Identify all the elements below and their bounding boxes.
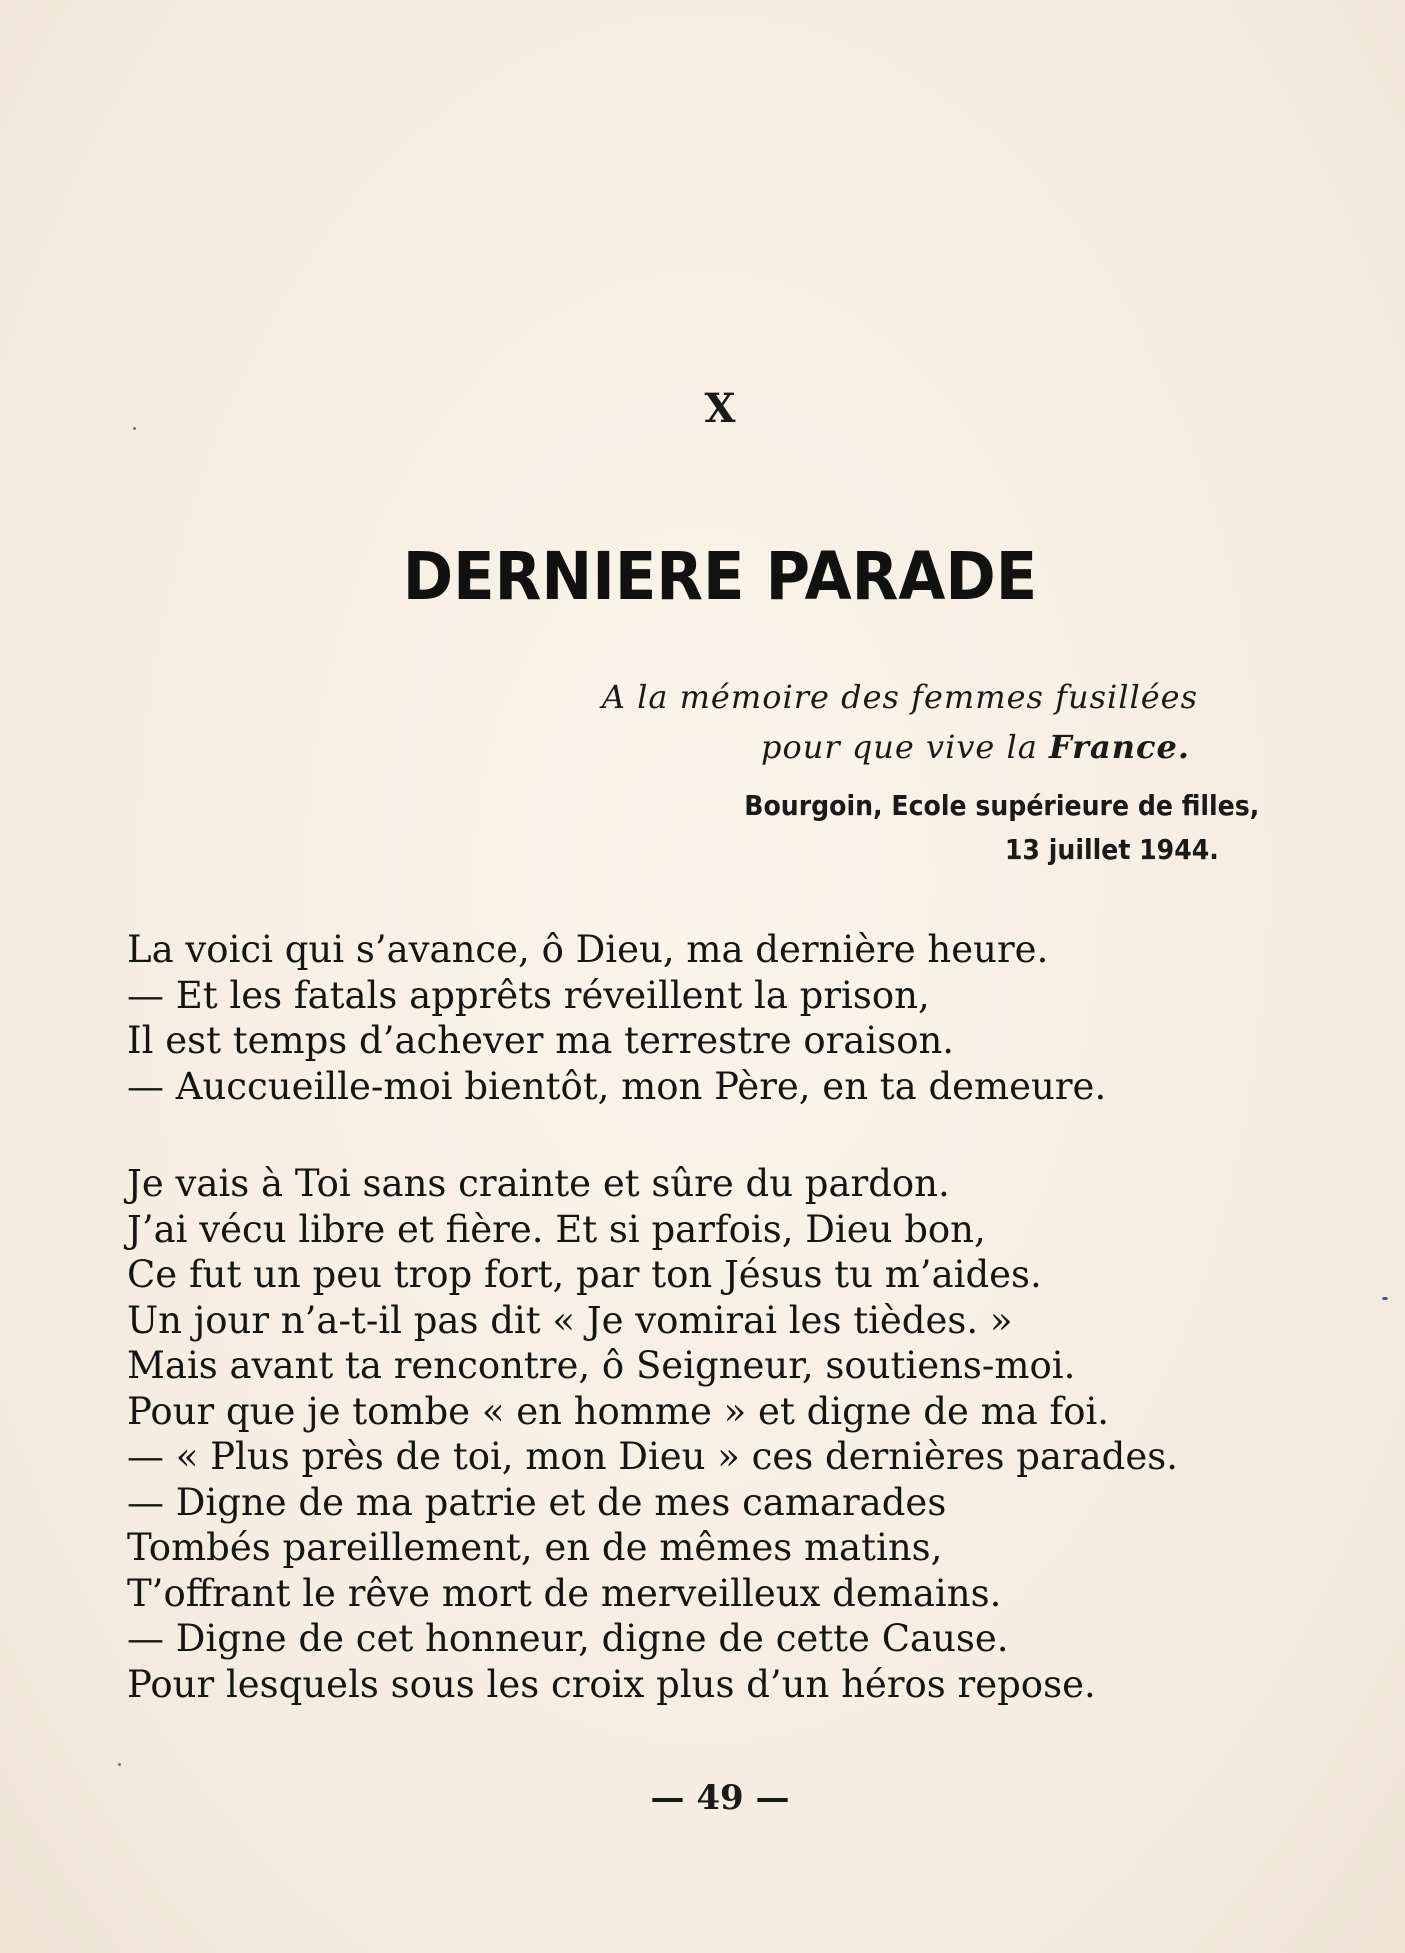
paper-speck: [1382, 1297, 1388, 1300]
verse-line: Ce fut un peu trop fort, par ton Jésus tu m’aides.: [127, 1253, 1042, 1296]
verse-line: La voici qui s’avance, ô Dieu, ma dernière heure.: [127, 928, 1049, 971]
dedication-line-2: [602, 722, 1198, 772]
chapter-number: X: [704, 385, 736, 432]
dedication-line-2-text: pour que vive la: [760, 728, 1049, 766]
verse-line: Pour lesquels sous les croix plus d’un héros repose.: [127, 1662, 1096, 1706]
paper-speck: [133, 427, 136, 430]
verse-line: — « Plus près de toi, mon Dieu » ces dernières parades.: [127, 1435, 1179, 1478]
stanza-1: [127, 927, 1327, 1109]
verse-line: Pour que je tombe « en homme » et digne de ma foi.: [127, 1389, 1110, 1433]
dedication-line-2-bold: France.: [1049, 728, 1190, 766]
poem-body: [127, 927, 1327, 1707]
dedication: [602, 672, 1198, 772]
poem-title: DERNIERE PARADE: [402, 538, 1038, 615]
place-date: 13 juillet 1944.: [1004, 833, 1219, 866]
dedication-line-1: A la mémoire des femmes fusillées: [601, 678, 1198, 716]
verse-line: Un jour n’a-t-il pas dit « Je vomirai les tièdes. »: [127, 1298, 1013, 1342]
stanza-2: [127, 1161, 1327, 1707]
place-location: Bourgoin, Ecole supérieure de filles,: [743, 789, 1259, 822]
verse-line: — Digne de ma patrie et de mes camarades: [127, 1480, 947, 1524]
verse-line: — Et les fatals apprêts réveillent la prison,: [127, 973, 930, 1017]
place-and-date: [744, 784, 1259, 872]
verse-line: Tombés pareillement, en de mêmes matins,: [127, 1526, 943, 1569]
verse-line: — Auccueille-moi bientôt, mon Père, en ta demeure.: [127, 1064, 1107, 1108]
verse-line: J’ai vécu libre et fière. Et si parfois, Dieu bon,: [127, 1207, 986, 1251]
page-number: — 49 —: [650, 1778, 790, 1818]
verse-line: Mais avant ta rencontre, ô Seigneur, soutiens-moi.: [127, 1344, 1076, 1387]
verse-line: T’offrant le rêve mort de merveilleux demains.: [127, 1571, 1002, 1615]
paper-speck: [118, 1763, 121, 1766]
verse-line: — Digne de cet honneur, digne de cette Cause.: [127, 1617, 1009, 1660]
verse-line: Il est temps d’achever ma terrestre oraison.: [127, 1019, 955, 1062]
verse-line: Je vais à Toi sans crainte et sûre du pardon.: [127, 1162, 950, 1205]
